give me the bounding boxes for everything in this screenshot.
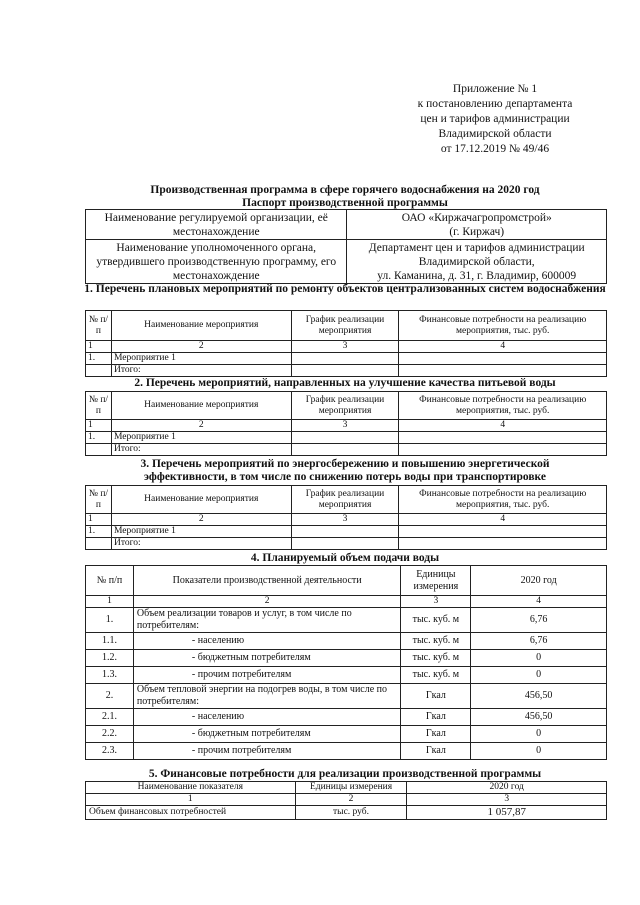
table-row	[86, 608, 607, 633]
passport-table	[85, 209, 607, 284]
passport-value	[347, 210, 607, 240]
total-row	[86, 538, 607, 550]
row-number: 2.2.	[86, 726, 134, 743]
table-header-row	[86, 486, 607, 514]
column-header: Финансовые потребности на реализацию мероприятия, тыс. руб.	[399, 486, 607, 514]
passport-value-line: (г. Киржач)	[449, 225, 505, 238]
water-volume-table	[85, 565, 607, 760]
row-number: 2.1.	[86, 709, 134, 726]
indicator-name: - прочим потребителям	[133, 667, 400, 684]
passport-label: Наименование уполномоченного органа, утвердившего производственную программу, его местонахождение	[86, 240, 347, 284]
column-index: 2	[111, 420, 291, 432]
column-header: Наименование показателя	[86, 782, 296, 794]
unit-cell: тыс. руб.	[295, 806, 407, 820]
column-index: 1	[86, 794, 296, 806]
table-row	[86, 526, 607, 538]
row-number: 2.3.	[86, 743, 134, 760]
indicator-name: Объем финансовых потребностей	[86, 806, 296, 820]
table-row	[86, 709, 607, 726]
passport-value	[347, 240, 607, 284]
table-row	[86, 650, 607, 667]
row-number: 1.	[86, 526, 112, 538]
passport-label: Наименование регулируемой организации, её местонахождение	[86, 210, 347, 240]
empty-cell	[86, 365, 112, 377]
value-cell: 6,76	[471, 608, 607, 633]
section-5-title: 5. Финансовые потребности для реализации производственной программы	[148, 768, 542, 780]
total-row	[86, 365, 607, 377]
column-index: 1	[86, 514, 112, 526]
appendix-line: Приложение № 1	[452, 83, 538, 95]
column-index: 2	[295, 794, 407, 806]
empty-cell	[399, 353, 607, 365]
passport-value-line: ул. Каманина, д. 31, г. Владимир, 600009	[377, 269, 577, 282]
indicator-name: - бюджетным потребителям	[133, 726, 400, 743]
total-label: Итого:	[111, 444, 291, 456]
table-row	[86, 210, 607, 240]
empty-cell	[399, 538, 607, 550]
empty-cell	[86, 538, 112, 550]
column-index: 1	[86, 341, 112, 353]
empty-cell	[399, 444, 607, 456]
column-header: Единицы измерения	[401, 566, 471, 596]
row-number: 1.	[86, 432, 112, 444]
column-index: 4	[471, 596, 607, 608]
value-cell: 456,50	[471, 709, 607, 726]
row-name: Мероприятие 1	[111, 432, 291, 444]
empty-cell	[291, 526, 399, 538]
row-number: 1.	[86, 608, 134, 633]
unit-cell: тыс. куб. м	[401, 608, 471, 633]
row-number: 1.2.	[86, 650, 134, 667]
section-2-title: 2. Перечень мероприятий, направленных на улучшение качества питьевой воды	[134, 377, 556, 389]
column-header: Наименование мероприятия	[111, 486, 291, 514]
section-1-table	[85, 310, 607, 377]
appendix-line: Владимирской области	[438, 128, 552, 140]
column-index: 4	[399, 420, 607, 432]
section-3-table	[85, 485, 607, 550]
table-header-row	[86, 392, 607, 420]
column-index-row	[86, 341, 607, 353]
unit-cell: тыс. куб. м	[401, 650, 471, 667]
table-row	[86, 684, 607, 709]
column-index-row	[86, 794, 607, 806]
column-index: 3	[401, 596, 471, 608]
table-row	[86, 667, 607, 684]
passport-value-line: Департамент цен и тарифов администрации	[368, 241, 585, 254]
column-index: 1	[86, 420, 112, 432]
column-index: 4	[399, 514, 607, 526]
column-header: № п/п	[86, 311, 112, 341]
row-name: Мероприятие 1	[111, 353, 291, 365]
empty-cell	[399, 432, 607, 444]
value-cell: 456,50	[471, 684, 607, 709]
table-row	[86, 432, 607, 444]
row-number: 1.	[86, 353, 112, 365]
empty-cell	[291, 444, 399, 456]
column-header: График реализации мероприятия	[291, 486, 399, 514]
column-index: 3	[291, 341, 399, 353]
empty-cell	[291, 538, 399, 550]
value-cell: 6,76	[471, 633, 607, 650]
empty-cell	[291, 353, 399, 365]
empty-cell	[86, 444, 112, 456]
indicator-name: - прочим потребителям	[133, 743, 400, 760]
row-number: 2.	[86, 684, 134, 709]
total-label: Итого:	[111, 538, 291, 550]
column-header: № п/п	[86, 486, 112, 514]
table-header-row	[86, 566, 607, 596]
section-3-title-line: эффективности, в том числе по снижению потерь воды при транспортировке	[144, 471, 546, 483]
indicator-name: Объем реализации товаров и услуг, в том числе по потребителям:	[133, 608, 400, 633]
value-cell: 0	[471, 743, 607, 760]
column-header: График реализации мероприятия	[291, 311, 399, 341]
row-name: Мероприятие 1	[111, 526, 291, 538]
column-header: 2020 год	[471, 566, 607, 596]
value-cell: 0	[471, 650, 607, 667]
empty-cell	[291, 432, 399, 444]
indicator-name: - населению	[133, 633, 400, 650]
column-index: 3	[291, 514, 399, 526]
appendix-line: к постановлению департамента	[417, 98, 573, 110]
column-index: 3	[407, 794, 607, 806]
section-4-title: 4. Планируемый объем подачи воды	[250, 552, 440, 564]
total-label: Итого:	[111, 365, 291, 377]
passport-value-line: Владимирской области,	[418, 255, 535, 268]
column-index: 3	[291, 420, 399, 432]
appendix-line: от 17.12.2019 № 49/46	[440, 143, 550, 155]
unit-cell: Гкал	[401, 684, 471, 709]
indicator-name: Объем тепловой энергии на подогрев воды, в том числе по потребителям:	[133, 684, 400, 709]
table-row	[86, 806, 607, 820]
program-title: Производственная программа в сфере горячего водоснабжения на 2020 год	[150, 184, 540, 196]
column-header: Финансовые потребности на реализацию мероприятия, тыс. руб.	[399, 392, 607, 420]
passport-title: Паспорт производственной программы	[242, 197, 448, 209]
total-row	[86, 444, 607, 456]
column-index: 2	[111, 514, 291, 526]
unit-cell: тыс. куб. м	[401, 667, 471, 684]
unit-cell: Гкал	[401, 709, 471, 726]
empty-cell	[399, 526, 607, 538]
table-row	[86, 633, 607, 650]
column-index: 2	[111, 341, 291, 353]
empty-cell	[399, 365, 607, 377]
unit-cell: Гкал	[401, 726, 471, 743]
financial-needs-table	[85, 781, 607, 820]
column-index: 2	[133, 596, 400, 608]
indicator-name: - бюджетным потребителям	[133, 650, 400, 667]
column-index-row	[86, 514, 607, 526]
column-index-row	[86, 420, 607, 432]
column-header: Наименование мероприятия	[111, 392, 291, 420]
table-row	[86, 726, 607, 743]
passport-value-line: ОАО «Киржачагропромстрой»	[401, 211, 552, 224]
column-header: № п/п	[86, 566, 134, 596]
column-header: График реализации мероприятия	[291, 392, 399, 420]
section-2-table	[85, 391, 607, 456]
value-cell: 0	[471, 726, 607, 743]
value-cell: 0	[471, 667, 607, 684]
table-row	[86, 353, 607, 365]
column-header: 2020 год	[407, 782, 607, 794]
table-header-row	[86, 311, 607, 341]
table-header-row	[86, 782, 607, 794]
table-row	[86, 240, 607, 284]
unit-cell: тыс. куб. м	[401, 633, 471, 650]
column-header: № п/п	[86, 392, 112, 420]
empty-cell	[291, 365, 399, 377]
value-cell: 1 057,87	[407, 806, 607, 820]
row-number: 1.1.	[86, 633, 134, 650]
column-header: Единицы измерения	[295, 782, 407, 794]
column-header: Наименование мероприятия	[111, 311, 291, 341]
section-3-title-line: 3. Перечень мероприятий по энергосбережению и повышению энергетической	[140, 458, 550, 470]
column-index-row	[86, 596, 607, 608]
unit-cell: Гкал	[401, 743, 471, 760]
table-row	[86, 743, 607, 760]
column-index: 1	[86, 596, 134, 608]
appendix-header	[395, 82, 595, 157]
row-number: 1.3.	[86, 667, 134, 684]
column-index: 4	[399, 341, 607, 353]
column-header: Финансовые потребности на реализацию мероприятия, тыс. руб.	[399, 311, 607, 341]
column-header: Показатели производственной деятельности	[133, 566, 400, 596]
indicator-name: - населению	[133, 709, 400, 726]
appendix-line: цен и тарифов администрации	[420, 113, 570, 125]
section-1-title: 1. Перечень плановых мероприятий по ремонту объектов централизованных систем водоснабжения	[84, 283, 606, 295]
